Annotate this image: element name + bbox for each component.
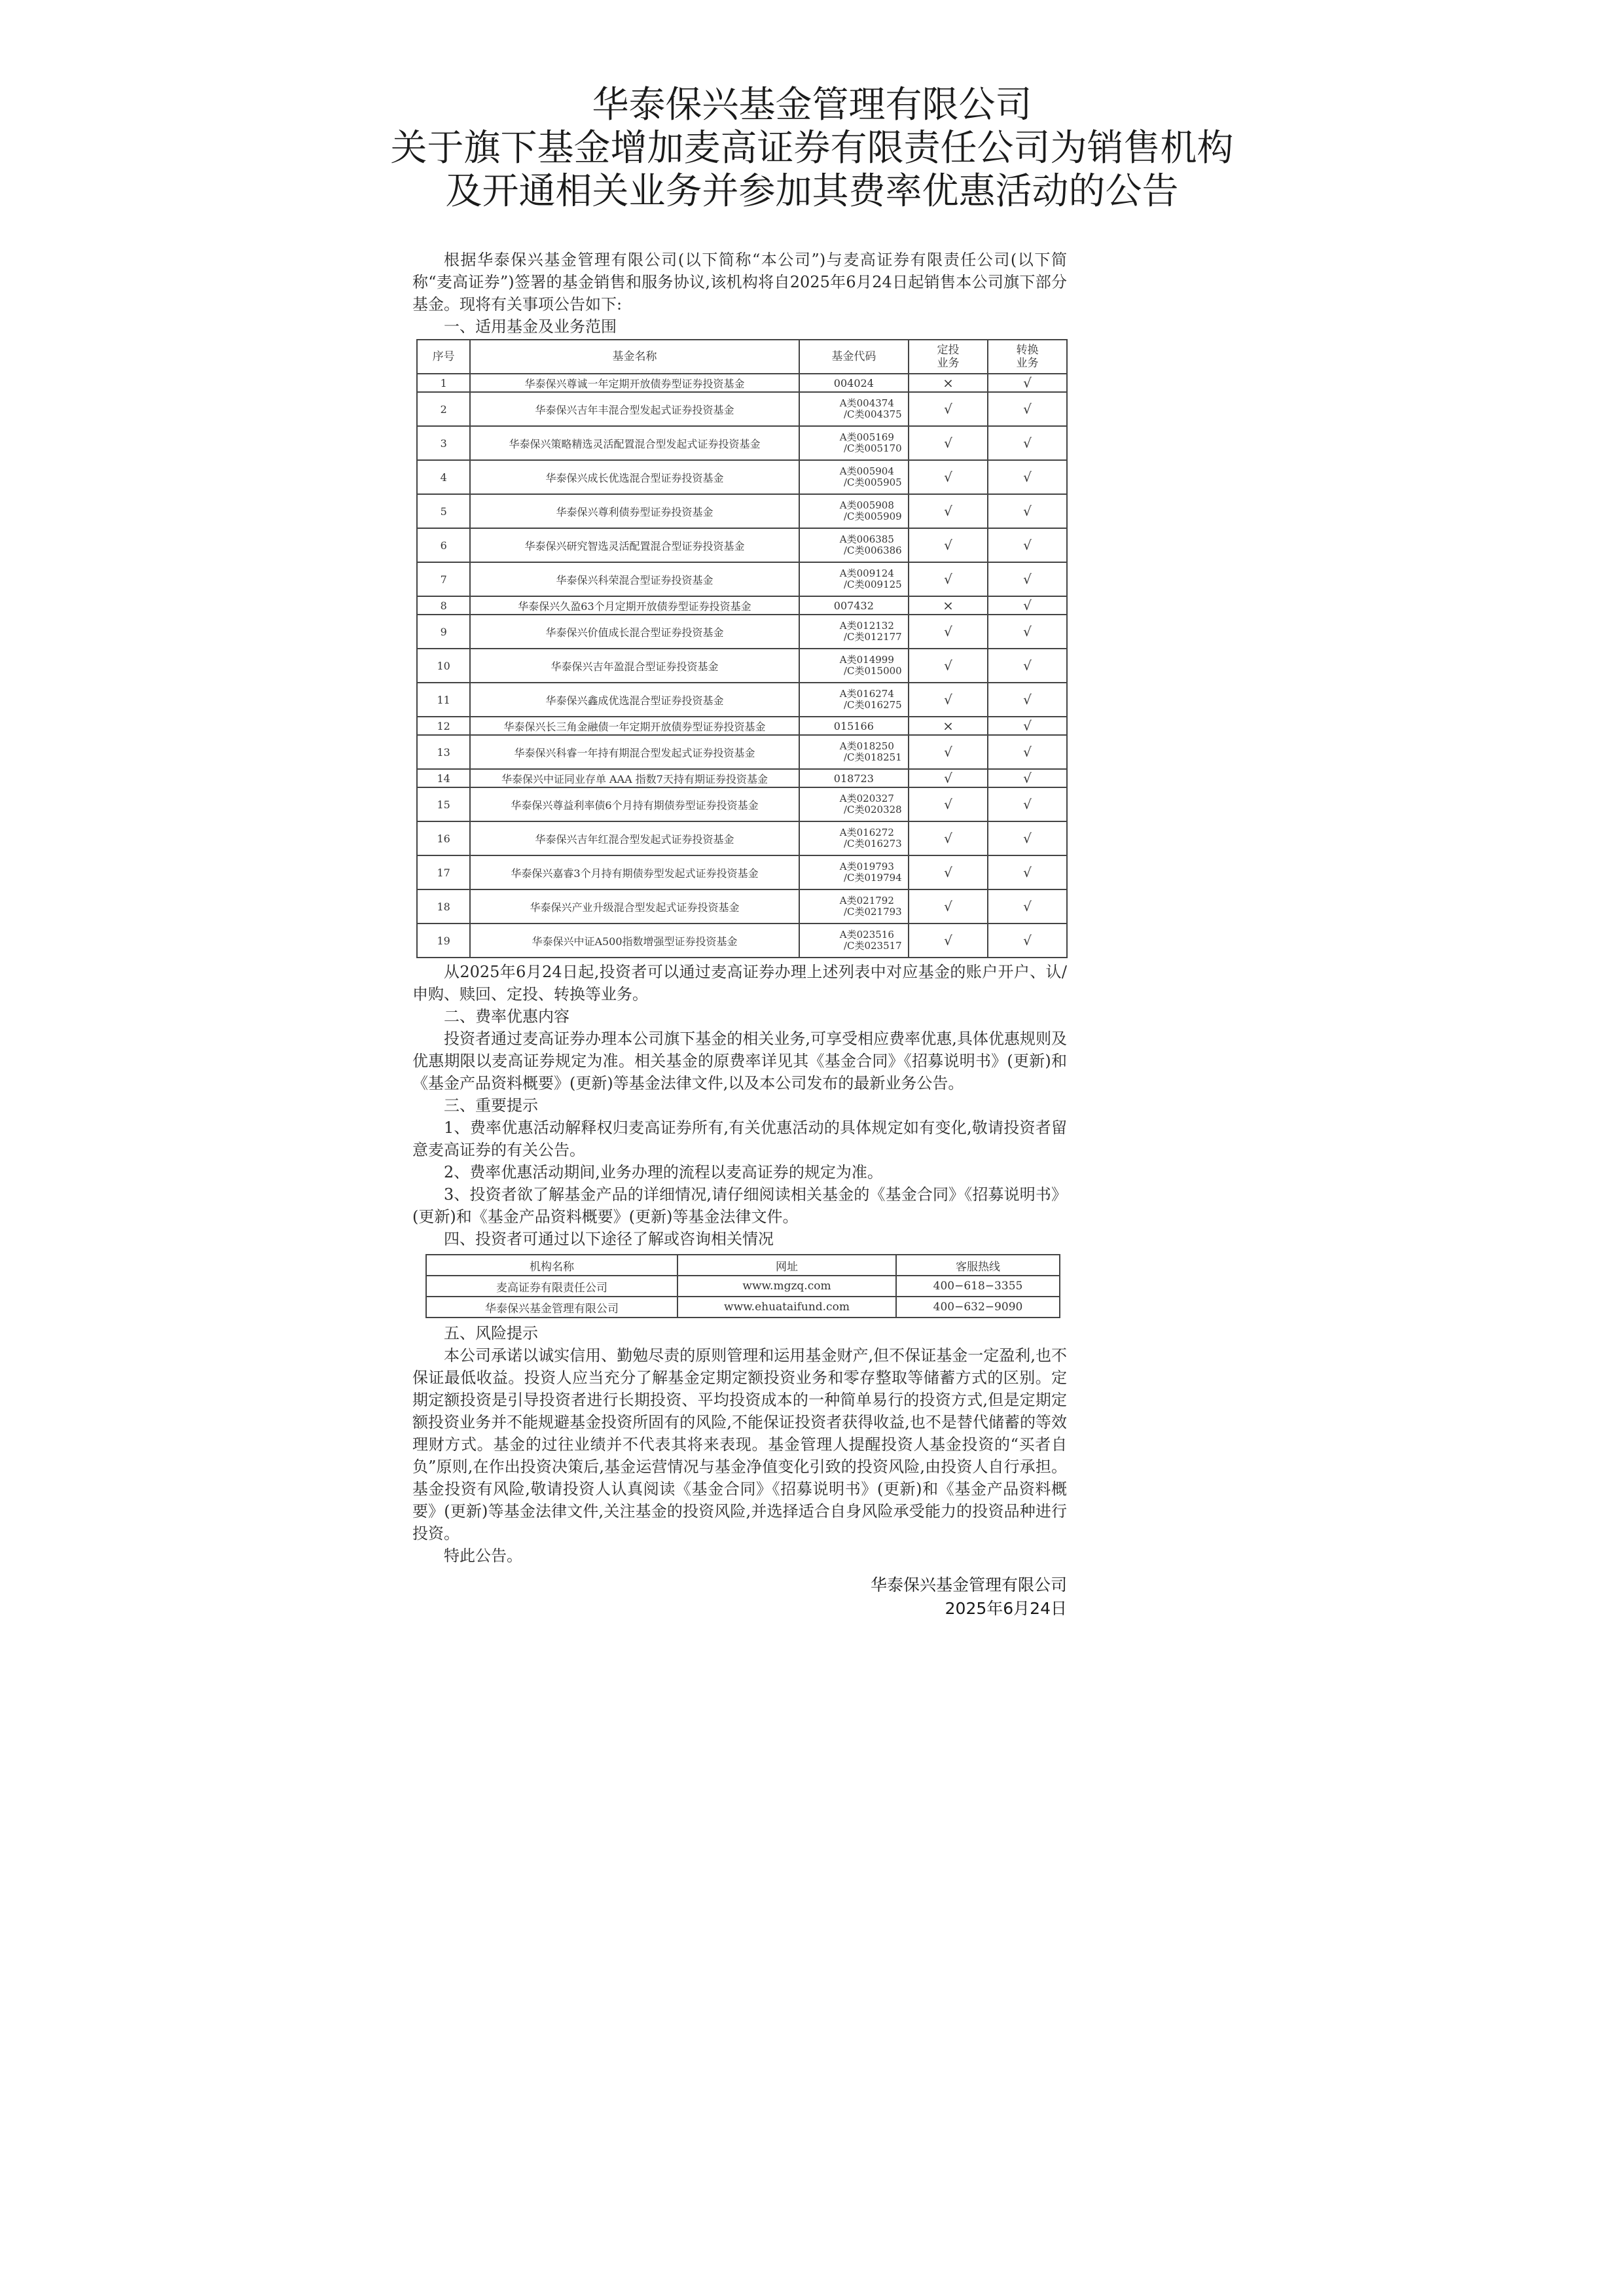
fund-no: 13 bbox=[417, 735, 470, 769]
fund-code-c: /C类016273 bbox=[843, 838, 902, 850]
dingtou-mark: √ bbox=[909, 528, 988, 562]
fund-no: 1 bbox=[417, 374, 470, 392]
fund-code: 004024 bbox=[799, 374, 909, 392]
fund-name: 华泰保兴成长优选混合型证券投资基金 bbox=[470, 460, 799, 494]
section-5-text: 本公司承诺以诚实信用、勤勉尽责的原则管理和运用基金财产,但不保证基金一定盈利,也不保证最低收益。投资人应当充分了解基金定期定额投资业务和零存整取等储蓄方式的区别。定期定额投资是引导投资者进行长期投资、平均投资成本的一种简单易行的投资方式,但是定期定额投资业务并不能规避基金投资所固有的风险,不能保证投资者获得收益,也不是替代储蓄的等效理财方式。基金的过往业绩并不代表其将来表现。基金管理人提醒投资人基金投资的“买者自负”原则,在作出投资决策后,基金运营情况与基金净值变化引致的投资风险,由投资人自行承担。基金投资有风险,敬请投资人认真阅读《基金合同》《招募说明书》(更新)和《基金产品资料概要》(更新)等基金法律文件,关注基金的投资风险,并选择适合自身风险承受能力的投资品种进行投资。 bbox=[412, 1346, 1067, 1543]
fund-code bbox=[799, 735, 909, 769]
fund-row bbox=[417, 615, 1067, 649]
zhuanhuan-mark: √ bbox=[988, 615, 1067, 649]
fund-code bbox=[799, 615, 909, 649]
zhuanhuan-mark: √ bbox=[988, 683, 1067, 717]
zhuanhuan-mark: √ bbox=[988, 649, 1067, 683]
dingtou-mark: √ bbox=[909, 426, 988, 460]
zhuanhuan-mark: √ bbox=[988, 735, 1067, 769]
fund-row bbox=[417, 596, 1067, 615]
fund-code bbox=[799, 562, 909, 596]
dingtou-mark: √ bbox=[909, 889, 988, 924]
dingtou-mark: × bbox=[909, 717, 988, 735]
fund-code-a: A类006385 bbox=[839, 533, 894, 545]
fund-code-c: /C类019794 bbox=[843, 872, 902, 884]
fund-code-c: /C类009125 bbox=[843, 579, 902, 590]
fund-row bbox=[417, 460, 1067, 494]
fund-no: 18 bbox=[417, 889, 470, 924]
after-table-paragraph: 从2025年6月24日起,投资者可以通过麦高证券办理上述列表中对应基金的账户开户、认/申购、赎回、定投、转换等业务。 bbox=[412, 963, 1067, 1003]
zhuanhuan-mark: √ bbox=[988, 562, 1067, 596]
header-code: 基金代码 bbox=[799, 340, 909, 374]
fund-table bbox=[416, 339, 1068, 958]
fund-code bbox=[799, 683, 909, 717]
fund-row bbox=[417, 683, 1067, 717]
fund-code bbox=[799, 494, 909, 528]
dingtou-mark: × bbox=[909, 596, 988, 615]
fund-code-a: A类016274 bbox=[839, 688, 894, 700]
contact-row bbox=[426, 1276, 1060, 1297]
section-5-heading: 五、风险提示 bbox=[444, 1324, 538, 1342]
dingtou-mark: √ bbox=[909, 649, 988, 683]
fund-code-c: /C类012177 bbox=[843, 631, 902, 643]
contact-table-header bbox=[426, 1255, 1060, 1276]
fund-row bbox=[417, 787, 1067, 821]
fund-row bbox=[417, 855, 1067, 889]
fund-row bbox=[417, 528, 1067, 562]
fund-code-c: /C类005909 bbox=[843, 511, 902, 522]
fund-row bbox=[417, 426, 1067, 460]
fund-code-a: A类005904 bbox=[839, 465, 894, 477]
dingtou-mark: √ bbox=[909, 855, 988, 889]
fund-name: 华泰保兴鑫成优选混合型证券投资基金 bbox=[470, 683, 799, 717]
fund-name: 华泰保兴尊诚一年定期开放债券型证券投资基金 bbox=[470, 374, 799, 392]
signature-date: 2025年6月24日 bbox=[945, 1599, 1067, 1618]
fund-name: 华泰保兴长三角金融债一年定期开放债券型证券投资基金 bbox=[470, 717, 799, 735]
fund-no: 7 bbox=[417, 562, 470, 596]
section-2-text: 投资者通过麦高证券办理本公司旗下基金的相关业务,可享受相应费率优惠,具体优惠规则及优惠期限以麦高证券规定为准。相关基金的原费率详见其《基金合同》《招募说明书》(更新)和《基金产品资料概要》(更新)等基金法律文件,以及本公司发布的最新业务公告。 bbox=[412, 1030, 1067, 1092]
fund-no: 12 bbox=[417, 717, 470, 735]
header-name: 基金名称 bbox=[470, 340, 799, 374]
fund-code-c: /C类004375 bbox=[843, 408, 902, 420]
fund-no: 19 bbox=[417, 924, 470, 958]
fund-name: 华泰保兴嘉睿3个月持有期债券型发起式证券投资基金 bbox=[470, 855, 799, 889]
fund-no: 2 bbox=[417, 392, 470, 426]
closing-text: 特此公告。 bbox=[444, 1547, 522, 1565]
fund-row bbox=[417, 924, 1067, 958]
zhuanhuan-mark: √ bbox=[988, 889, 1067, 924]
zhuanhuan-mark: √ bbox=[988, 924, 1067, 958]
contact-phone: 400−632−9090 bbox=[896, 1297, 1060, 1318]
fund-row bbox=[417, 649, 1067, 683]
fund-no: 3 bbox=[417, 426, 470, 460]
dingtou-mark: √ bbox=[909, 392, 988, 426]
fund-code-c: /C类023517 bbox=[843, 940, 902, 952]
fund-no: 16 bbox=[417, 821, 470, 855]
dingtou-mark: √ bbox=[909, 494, 988, 528]
fund-code: 018723 bbox=[799, 769, 909, 787]
fund-code bbox=[799, 460, 909, 494]
fund-code-a: A类012132 bbox=[839, 620, 894, 632]
dingtou-mark: √ bbox=[909, 562, 988, 596]
dingtou-mark: √ bbox=[909, 787, 988, 821]
fund-name: 华泰保兴产业升级混合型发起式证券投资基金 bbox=[470, 889, 799, 924]
fund-code: 015166 bbox=[799, 717, 909, 735]
contact-org: 华泰保兴基金管理有限公司 bbox=[426, 1297, 677, 1318]
fund-name: 华泰保兴科荣混合型证券投资基金 bbox=[470, 562, 799, 596]
fund-code: 007432 bbox=[799, 596, 909, 615]
title-line-2: 关于旗下基金增加麦高证券有限责任公司为销售机构 bbox=[390, 127, 1234, 170]
header-site: 网址 bbox=[677, 1255, 896, 1276]
dingtou-mark: √ bbox=[909, 615, 988, 649]
fund-code-c: /C类021793 bbox=[843, 906, 902, 918]
fund-code-a: A类009124 bbox=[839, 567, 894, 579]
header-org: 机构名称 bbox=[426, 1255, 677, 1276]
fund-name: 华泰保兴久盈63个月定期开放债券型证券投资基金 bbox=[470, 596, 799, 615]
fund-table-header bbox=[417, 340, 1067, 374]
fund-code-c: /C类006386 bbox=[843, 545, 902, 556]
fund-code-a: A类005169 bbox=[839, 431, 894, 443]
zhuanhuan-mark: √ bbox=[988, 787, 1067, 821]
fund-name: 华泰保兴研究智选灵活配置混合型证券投资基金 bbox=[470, 528, 799, 562]
fund-code-c: /C类005170 bbox=[843, 442, 902, 454]
fund-code bbox=[799, 392, 909, 426]
zhuanhuan-mark: √ bbox=[988, 374, 1067, 392]
fund-code bbox=[799, 821, 909, 855]
fund-code bbox=[799, 528, 909, 562]
section-3-item-1: 1、费率优惠活动解释权归麦高证券所有,有关优惠活动的具体规定如有变化,敬请投资者留意麦高证券的有关公告。 bbox=[412, 1119, 1067, 1159]
fund-code-c: /C类020328 bbox=[843, 804, 902, 816]
announcement-title bbox=[0, 84, 1624, 213]
fund-no: 10 bbox=[417, 649, 470, 683]
fund-no: 9 bbox=[417, 615, 470, 649]
fund-no: 17 bbox=[417, 855, 470, 889]
title-line-1: 华泰保兴基金管理有限公司 bbox=[592, 84, 1032, 126]
fund-no: 15 bbox=[417, 787, 470, 821]
zhuanhuan-mark: √ bbox=[988, 821, 1067, 855]
fund-name: 华泰保兴价值成长混合型证券投资基金 bbox=[470, 615, 799, 649]
fund-code bbox=[799, 649, 909, 683]
fund-row bbox=[417, 821, 1067, 855]
zhuanhuan-mark: √ bbox=[988, 717, 1067, 735]
contact-table bbox=[425, 1254, 1060, 1318]
fund-code-a: A类014999 bbox=[839, 654, 894, 666]
signature-company: 华泰保兴基金管理有限公司 bbox=[870, 1575, 1067, 1594]
zhuanhuan-mark: √ bbox=[988, 460, 1067, 494]
section-4-heading: 四、投资者可通过以下途径了解或咨询相关情况 bbox=[444, 1230, 774, 1248]
fund-code-a: A类021792 bbox=[839, 895, 894, 906]
fund-code-a: A类019793 bbox=[839, 861, 894, 872]
zhuanhuan-mark: √ bbox=[988, 596, 1067, 615]
dingtou-mark: √ bbox=[909, 821, 988, 855]
fund-code-c: /C类016275 bbox=[843, 699, 902, 711]
header-zhuanhuan: 转换 业务 bbox=[988, 340, 1067, 374]
fund-name: 华泰保兴中证A500指数增强型证券投资基金 bbox=[470, 924, 799, 958]
section-1-heading: 一、适用基金及业务范围 bbox=[444, 317, 617, 336]
section-3-item-2: 2、费率优惠活动期间,业务办理的流程以麦高证券的规定为准。 bbox=[444, 1163, 883, 1181]
fund-name: 华泰保兴尊益利率债6个月持有期债券型证券投资基金 bbox=[470, 787, 799, 821]
contact-org: 麦高证券有限责任公司 bbox=[426, 1276, 677, 1297]
fund-row bbox=[417, 562, 1067, 596]
contact-row bbox=[426, 1297, 1060, 1318]
fund-code bbox=[799, 924, 909, 958]
fund-no: 14 bbox=[417, 769, 470, 787]
fund-code-a: A类016272 bbox=[839, 827, 894, 838]
fund-no: 4 bbox=[417, 460, 470, 494]
dingtou-mark: √ bbox=[909, 683, 988, 717]
zhuanhuan-mark: √ bbox=[988, 426, 1067, 460]
fund-no: 5 bbox=[417, 494, 470, 528]
fund-row bbox=[417, 889, 1067, 924]
fund-row bbox=[417, 735, 1067, 769]
section-2-heading: 二、费率优惠内容 bbox=[444, 1007, 569, 1026]
header-phone: 客服热线 bbox=[896, 1255, 1060, 1276]
contact-site: www.mgzq.com bbox=[677, 1276, 896, 1297]
signature-block bbox=[412, 1573, 1067, 1621]
dingtou-mark: √ bbox=[909, 735, 988, 769]
title-line-3: 及开通相关业务并参加其费率优惠活动的公告 bbox=[445, 170, 1179, 213]
header-dingtou: 定投 业务 bbox=[909, 340, 988, 374]
intro-paragraph: 根据华泰保兴基金管理有限公司(以下简称“本公司”)与麦高证券有限责任公司(以下简称“麦高证券”)签署的基金销售和服务协议,该机构将自2025年6月24日起销售本公司旗下部分基金。现将有关事项公告如下: bbox=[412, 251, 1067, 314]
zhuanhuan-mark: √ bbox=[988, 392, 1067, 426]
fund-row bbox=[417, 769, 1067, 787]
fund-code bbox=[799, 426, 909, 460]
dingtou-mark: × bbox=[909, 374, 988, 392]
fund-code-a: A类005908 bbox=[839, 499, 894, 511]
fund-table-body bbox=[417, 374, 1067, 958]
contact-phone: 400−618−3355 bbox=[896, 1276, 1060, 1297]
dingtou-mark: √ bbox=[909, 460, 988, 494]
section-3-heading: 三、重要提示 bbox=[444, 1096, 538, 1115]
fund-code-a: A类018250 bbox=[839, 740, 894, 752]
zhuanhuan-mark: √ bbox=[988, 855, 1067, 889]
fund-name: 华泰保兴科睿一年持有期混合型发起式证券投资基金 bbox=[470, 735, 799, 769]
zhuanhuan-mark: √ bbox=[988, 769, 1067, 787]
fund-code-c: /C类018251 bbox=[843, 751, 902, 763]
fund-code-a: A类023516 bbox=[839, 929, 894, 941]
dingtou-mark: √ bbox=[909, 769, 988, 787]
fund-name: 华泰保兴策略精选灵活配置混合型发起式证券投资基金 bbox=[470, 426, 799, 460]
fund-code-c: /C类005905 bbox=[843, 476, 902, 488]
fund-code bbox=[799, 855, 909, 889]
fund-code bbox=[799, 787, 909, 821]
zhuanhuan-mark: √ bbox=[988, 528, 1067, 562]
contact-site: www.ehuataifund.com bbox=[677, 1297, 896, 1318]
fund-no: 11 bbox=[417, 683, 470, 717]
fund-row bbox=[417, 717, 1067, 735]
fund-code-a: A类020327 bbox=[839, 793, 894, 804]
fund-name: 华泰保兴尊利债券型证券投资基金 bbox=[470, 494, 799, 528]
section-3-item-3: 3、投资者欲了解基金产品的详细情况,请仔细阅读相关基金的《基金合同》《招募说明书》(更新)和《基金产品资料概要》(更新)等基金法律文件。 bbox=[412, 1185, 1067, 1226]
fund-name: 华泰保兴吉年红混合型发起式证券投资基金 bbox=[470, 821, 799, 855]
fund-name: 华泰保兴中证同业存单 AAA 指数7天持有期证券投资基金 bbox=[470, 769, 799, 787]
fund-no: 8 bbox=[417, 596, 470, 615]
zhuanhuan-mark: √ bbox=[988, 494, 1067, 528]
fund-name: 华泰保兴吉年丰混合型发起式证券投资基金 bbox=[470, 392, 799, 426]
fund-no: 6 bbox=[417, 528, 470, 562]
announcement-body bbox=[412, 249, 1067, 1621]
fund-name: 华泰保兴吉年盈混合型证券投资基金 bbox=[470, 649, 799, 683]
dingtou-mark: √ bbox=[909, 924, 988, 958]
fund-code-a: A类004374 bbox=[839, 397, 894, 409]
fund-code bbox=[799, 889, 909, 924]
header-no: 序号 bbox=[417, 340, 470, 374]
fund-row bbox=[417, 374, 1067, 392]
fund-code-c: /C类015000 bbox=[843, 665, 902, 677]
fund-row bbox=[417, 494, 1067, 528]
fund-row bbox=[417, 392, 1067, 426]
